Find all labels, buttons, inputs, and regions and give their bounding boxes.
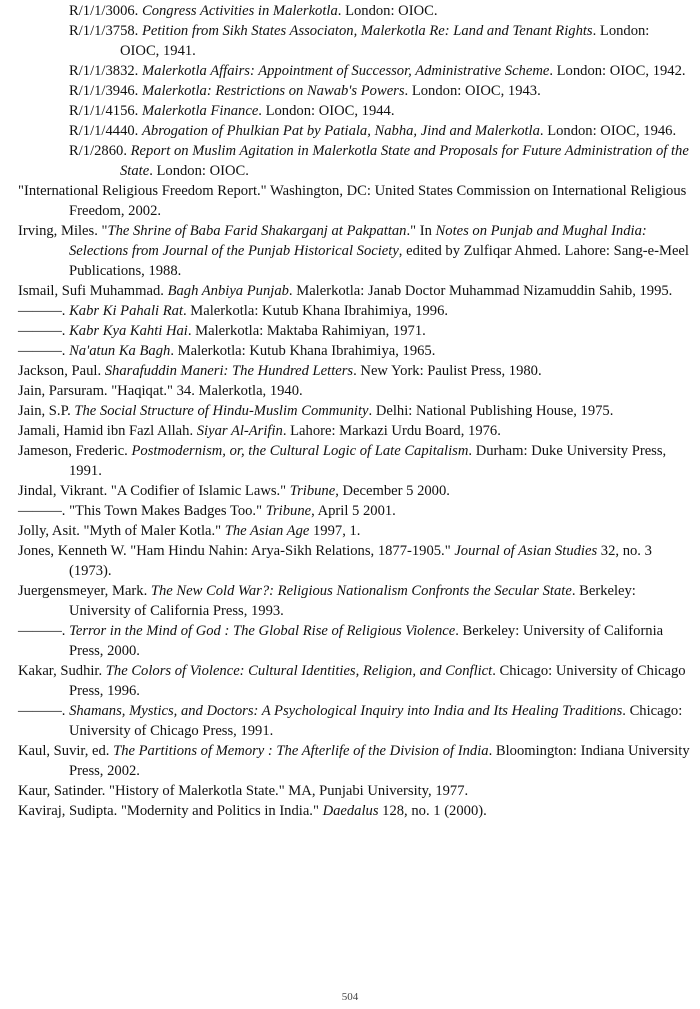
entry-title-text: Kabr Ki Pahali Rat bbox=[69, 303, 183, 319]
entry-text: R/1/2860. bbox=[69, 143, 131, 159]
entry-title-text: Congress Activities in Malerkotla bbox=[141, 3, 338, 19]
entry-text: . Malerkotla: Kutub Khana Ibrahimiya, 1965. bbox=[170, 343, 436, 359]
bibliography-list bbox=[18, 1, 690, 821]
entry-title-text: The New Cold War?: Religious Nationalism Confronts the Secular State bbox=[150, 583, 572, 599]
bibliography-entry bbox=[18, 181, 690, 221]
entry-text: . Lahore: Markazi Urdu Board, 1976. bbox=[282, 423, 501, 439]
entry-text: Juergensmeyer, Mark. bbox=[18, 583, 151, 599]
bibliography-entry bbox=[18, 101, 690, 121]
bibliography-entry bbox=[18, 441, 690, 481]
entry-text: Jain, Parsuram. "Haqiqat." 34. Malerkotla, 1940. bbox=[18, 383, 303, 399]
entry-title-text: Shamans, Mystics, and Doctors: A Psychological Inquiry into India and Its Healing Traditions bbox=[69, 703, 623, 719]
bibliography-entry bbox=[18, 21, 690, 61]
entry-text: "International Religious Freedom Report." Washington, DC: United States Commission on International Religious Freedom, 2002. bbox=[18, 183, 687, 219]
bibliography-entry bbox=[18, 361, 690, 381]
entry-text: Kakar, Sudhir. bbox=[18, 663, 106, 679]
entry-text: . London: OIOC, 1944. bbox=[258, 103, 395, 119]
entry-text: . London: OIOC. bbox=[337, 3, 438, 19]
entry-title-text: Daedalus bbox=[322, 803, 379, 819]
bibliography-entry bbox=[18, 481, 690, 501]
entry-text: ———. bbox=[18, 703, 70, 719]
bibliography-entry bbox=[18, 321, 690, 341]
entry-text: R/1/1/3758. bbox=[69, 23, 142, 39]
bibliography-entry bbox=[18, 141, 690, 181]
entry-text: ———. "This Town Makes Badges Too." bbox=[18, 503, 266, 519]
bibliography-entry bbox=[18, 121, 690, 141]
bibliography-entry bbox=[18, 541, 690, 581]
entry-text: Kaul, Suvir, ed. bbox=[18, 743, 114, 759]
entry-title-text: Sharafuddin Maneri: The Hundred Letters bbox=[104, 363, 354, 379]
entry-title-text: Siyar Al-Arifin bbox=[196, 423, 283, 439]
entry-text: , edited by Zulfiqar Ahmed. Lahore: Sang-e-Meel Publications, 1988. bbox=[69, 243, 689, 279]
entry-title-text: Kabr Kya Kahti Hai bbox=[69, 323, 188, 339]
entry-text: Jindal, Vikrant. "A Codifier of Islamic Laws." bbox=[18, 483, 290, 499]
bibliography-entry bbox=[18, 421, 690, 441]
bibliography-entry bbox=[18, 501, 690, 521]
entry-text: Kaviraj, Sudipta. "Modernity and Politics in India." bbox=[18, 803, 323, 819]
entry-title-text: Journal of Asian Studies bbox=[454, 543, 598, 559]
bibliography-entry bbox=[18, 401, 690, 421]
bibliography-entry bbox=[18, 801, 690, 821]
entry-title-text: Tribune bbox=[265, 503, 312, 519]
bibliography-entry bbox=[18, 61, 690, 81]
entry-text: . London: OIOC, 1942. bbox=[549, 63, 686, 79]
entry-title-text: The Colors of Violence: Cultural Identities, Religion, and Conflict bbox=[105, 663, 493, 679]
entry-title-text: The Shrine of Baba Farid Shakarganj at Pakpattan bbox=[107, 223, 407, 239]
bibliography-entry bbox=[18, 281, 690, 301]
bibliography-entry bbox=[18, 301, 690, 321]
entry-text: , April 5 2001. bbox=[311, 503, 396, 519]
entry-text: Jolly, Asit. "Myth of Maler Kotla." bbox=[18, 523, 225, 539]
entry-text: ." In bbox=[406, 223, 436, 239]
bibliography-entry bbox=[18, 661, 690, 701]
page-number: 504 bbox=[341, 991, 359, 1003]
entry-text: R/1/1/3946. bbox=[69, 83, 142, 99]
entry-text: . London: OIOC, 1946. bbox=[539, 123, 677, 139]
entry-text: . Malerkotla: Kutub Khana Ibrahimiya, 1996. bbox=[183, 303, 449, 319]
entry-title-text: Notes on Punjab and Mughal India: Selections from Journal of the Punjab Historical Society bbox=[69, 223, 647, 259]
entry-text: R/1/1/3006. bbox=[69, 3, 142, 19]
entry-title-text: Na'atun Ka Bagh bbox=[69, 343, 171, 359]
entry-text: Ismail, Sufi Muhammad. bbox=[18, 283, 168, 299]
entry-title-text: Malerkotla Affairs: Appointment of Successor, Administrative Scheme bbox=[141, 63, 550, 79]
entry-text: R/1/1/4440. bbox=[69, 123, 142, 139]
entry-title-text: Tribune bbox=[289, 483, 336, 499]
bibliography-entry bbox=[18, 581, 690, 621]
entry-text: . Berkeley: University of California Press, 2000. bbox=[69, 623, 664, 659]
bibliography-entry bbox=[18, 521, 690, 541]
bibliography-entry bbox=[18, 381, 690, 401]
entry-text: 1997, 1. bbox=[309, 523, 361, 539]
entry-text: ———. bbox=[18, 623, 70, 639]
entry-text: . Malerkotla: Janab Doctor Muhammad Nizamuddin Sahib, 1995. bbox=[288, 283, 673, 299]
entry-text: . London: OIOC. bbox=[149, 163, 249, 179]
entry-title-text: Petition from Sikh States Associaton, Malerkotla Re: Land and Tenant Rights bbox=[141, 23, 593, 39]
entry-text: Irving, Miles. " bbox=[18, 223, 108, 239]
entry-text: , December 5 2000. bbox=[335, 483, 450, 499]
entry-text: . London: OIOC, 1941. bbox=[120, 23, 650, 59]
entry-text: Jameson, Frederic. bbox=[18, 443, 132, 459]
entry-text: . New York: Paulist Press, 1980. bbox=[353, 363, 542, 379]
entry-text: . Chicago: University of Chicago Press, 1996. bbox=[69, 663, 686, 699]
entry-title-text: Abrogation of Phulkian Pat by Patiala, Nabha, Jind and Malerkotla bbox=[141, 123, 540, 139]
entry-text: R/1/1/4156. bbox=[69, 103, 142, 119]
bibliography-entry bbox=[18, 701, 690, 741]
entry-title-text: The Social Structure of Hindu-Muslim Community bbox=[74, 403, 369, 419]
entry-title-text: The Asian Age bbox=[224, 523, 310, 539]
entry-text: ———. bbox=[18, 343, 70, 359]
entry-text: . London: OIOC, 1943. bbox=[404, 83, 541, 99]
entry-text: Jackson, Paul. bbox=[18, 363, 105, 379]
bibliography-entry bbox=[18, 81, 690, 101]
entry-title-text: Malerkotla Finance bbox=[141, 103, 259, 119]
bibliography-entry bbox=[18, 341, 690, 361]
entry-title-text: Malerkotla: Restrictions on Nawab's Powers bbox=[141, 83, 405, 99]
entry-text: Jones, Kenneth W. "Ham Hindu Nahin: Arya-Sikh Relations, 1877-1905." bbox=[18, 543, 455, 559]
entry-title-text: Report on Muslim Agitation in Malerkotla State and Proposals for Future Administration of the State bbox=[120, 143, 689, 179]
entry-text: ———. bbox=[18, 303, 70, 319]
entry-title-text: Postmodernism, or, the Cultural Logic of Late Capitalism bbox=[131, 443, 469, 459]
entry-text: 128, no. 1 (2000). bbox=[378, 803, 487, 819]
entry-title-text: Bagh Anbiya Punjab bbox=[167, 283, 289, 299]
bibliography-entry bbox=[18, 621, 690, 661]
entry-title-text: Terror in the Mind of God : The Global Rise of Religious Violence bbox=[69, 623, 456, 639]
entry-text: . Bloomington: Indiana University Press, 2002. bbox=[69, 743, 690, 779]
entry-text: Jain, S.P. bbox=[18, 403, 75, 419]
bibliography-entry bbox=[18, 741, 690, 781]
entry-text: ———. bbox=[18, 323, 70, 339]
entry-text: 32, no. 3 (1973). bbox=[69, 543, 652, 579]
entry-text: . Malerkotla: Maktaba Rahimiyan, 1971. bbox=[187, 323, 426, 339]
entry-text: . Chicago: University of Chicago Press, 1991. bbox=[69, 703, 683, 739]
entry-text: Kaur, Satinder. "History of Malerkotla State." MA, Punjabi University, 1977. bbox=[18, 783, 469, 799]
entry-text: R/1/1/3832. bbox=[69, 63, 142, 79]
entry-text: . Delhi: National Publishing House, 1975. bbox=[368, 403, 614, 419]
entry-title-text: The Partitions of Memory : The Afterlife of the Division of India bbox=[113, 743, 489, 759]
entry-text: Jamali, Hamid ibn Fazl Allah. bbox=[18, 423, 197, 439]
entry-text: . Berkeley: University of California Press, 1993. bbox=[69, 583, 636, 619]
bibliography-entry bbox=[18, 781, 690, 801]
bibliography-entry bbox=[18, 1, 690, 21]
bibliography-entry bbox=[18, 221, 690, 281]
entry-text: . Durham: Duke University Press, 1991. bbox=[69, 443, 667, 479]
